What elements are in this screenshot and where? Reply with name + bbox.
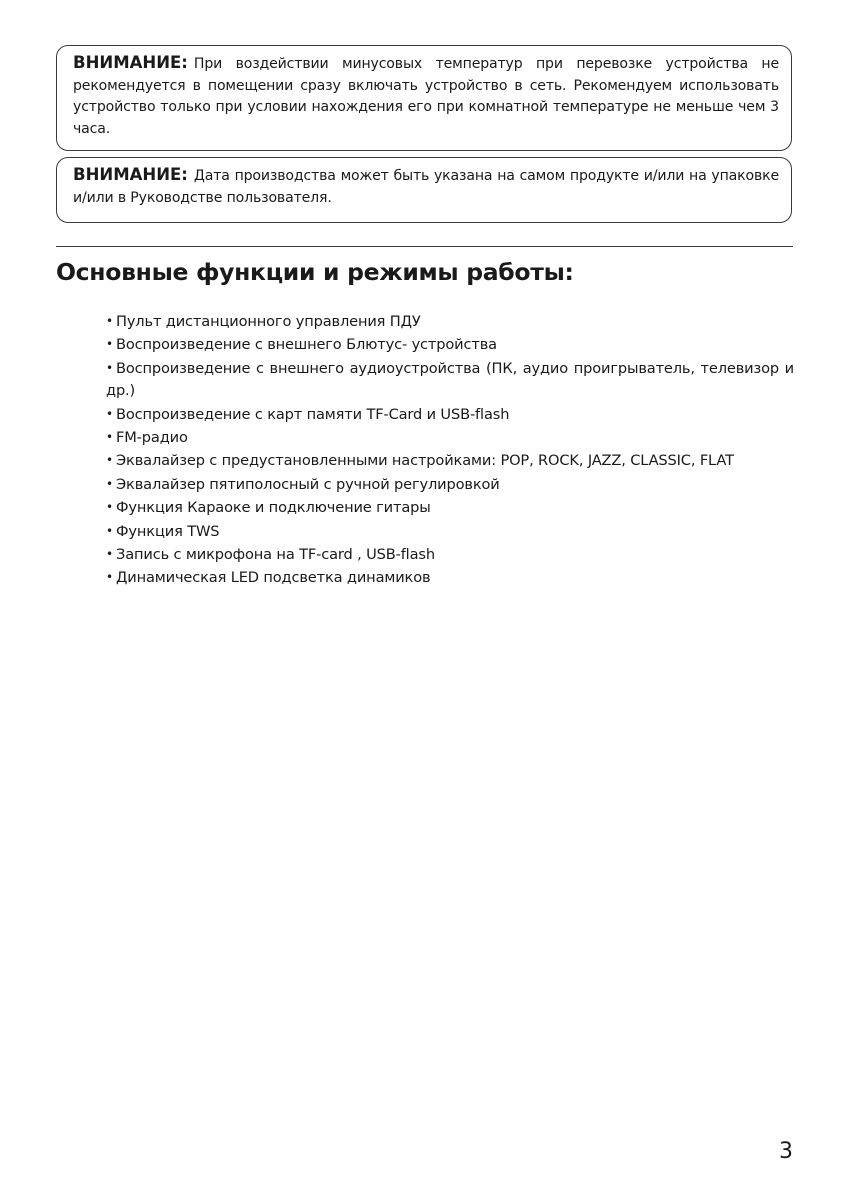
bullet-icon: • xyxy=(106,314,113,328)
feature-text: Воспроизведение с внешнего аудиоустройства (ПК, аудио проигрыватель, телевизор и др.) xyxy=(106,359,794,400)
feature-text: Воспроизведение с карт памяти TF-Card и USB-flash xyxy=(116,405,510,423)
warning-box-production-date xyxy=(56,157,792,223)
feature-text: Эквалайзер пятиполосный с ручной регулировкой xyxy=(116,475,500,493)
bullet-icon: • xyxy=(106,500,113,515)
feature-item xyxy=(106,520,794,543)
feature-list xyxy=(106,310,794,590)
bullet-icon: • xyxy=(106,476,113,491)
warning-label: ВНИМАНИЕ: xyxy=(73,53,188,72)
feature-item xyxy=(106,496,794,519)
feature-item xyxy=(106,357,794,403)
feature-item xyxy=(106,543,794,566)
feature-text: Воспроизведение с внешнего Блютус- устройства xyxy=(116,336,497,354)
feature-text: Функция TWS xyxy=(116,522,220,540)
bullet-icon: • xyxy=(106,570,113,585)
feature-item xyxy=(106,449,794,472)
bullet-icon: • xyxy=(106,360,113,375)
bullet-icon: • xyxy=(106,430,113,445)
feature-item xyxy=(106,473,794,496)
section-divider xyxy=(56,246,793,247)
bullet-icon: • xyxy=(106,547,113,562)
bullet-icon: • xyxy=(106,523,113,538)
feature-item xyxy=(106,566,794,589)
feature-text: FM-радио xyxy=(116,429,188,447)
warning-label: ВНИМАНИЕ: xyxy=(73,165,188,184)
warning-text: Дата производства может быть указана на самом продукте и/или на упаковке и/или в Руководстве пользователя. xyxy=(73,168,779,206)
feature-text: Функция Караоке и подключение гитары xyxy=(116,499,431,517)
bullet-icon: • xyxy=(106,406,113,421)
feature-item xyxy=(106,403,794,426)
feature-text: Эквалайзер с предустановленными настройками: POP, ROCK, JAZZ, CLASSIC, FLAT xyxy=(116,452,734,470)
feature-text: Динамическая LED подсветка динамиков xyxy=(116,569,431,587)
feature-text: Запись с микрофона на TF-card , USB-flash xyxy=(116,546,435,564)
bullet-icon: • xyxy=(106,337,113,352)
section-title: Основные функции и режимы работы: xyxy=(56,258,574,286)
feature-item xyxy=(106,310,794,333)
page-number: 3 xyxy=(779,1139,793,1164)
warning-box-temperature xyxy=(56,45,792,151)
feature-item xyxy=(106,426,794,449)
warning-text: При воздействии минусовых температур при перевозке устройства не рекомендуется в помещении сразу включать устройство в сеть. Рекомендуем использовать устройство только при условии нахождения его при комнатной температуре не меньше чем 3 часа. xyxy=(73,56,779,137)
bullet-icon: • xyxy=(106,453,113,468)
feature-text: Пульт дистанционного управления ПДУ xyxy=(116,313,421,330)
feature-item xyxy=(106,333,794,356)
